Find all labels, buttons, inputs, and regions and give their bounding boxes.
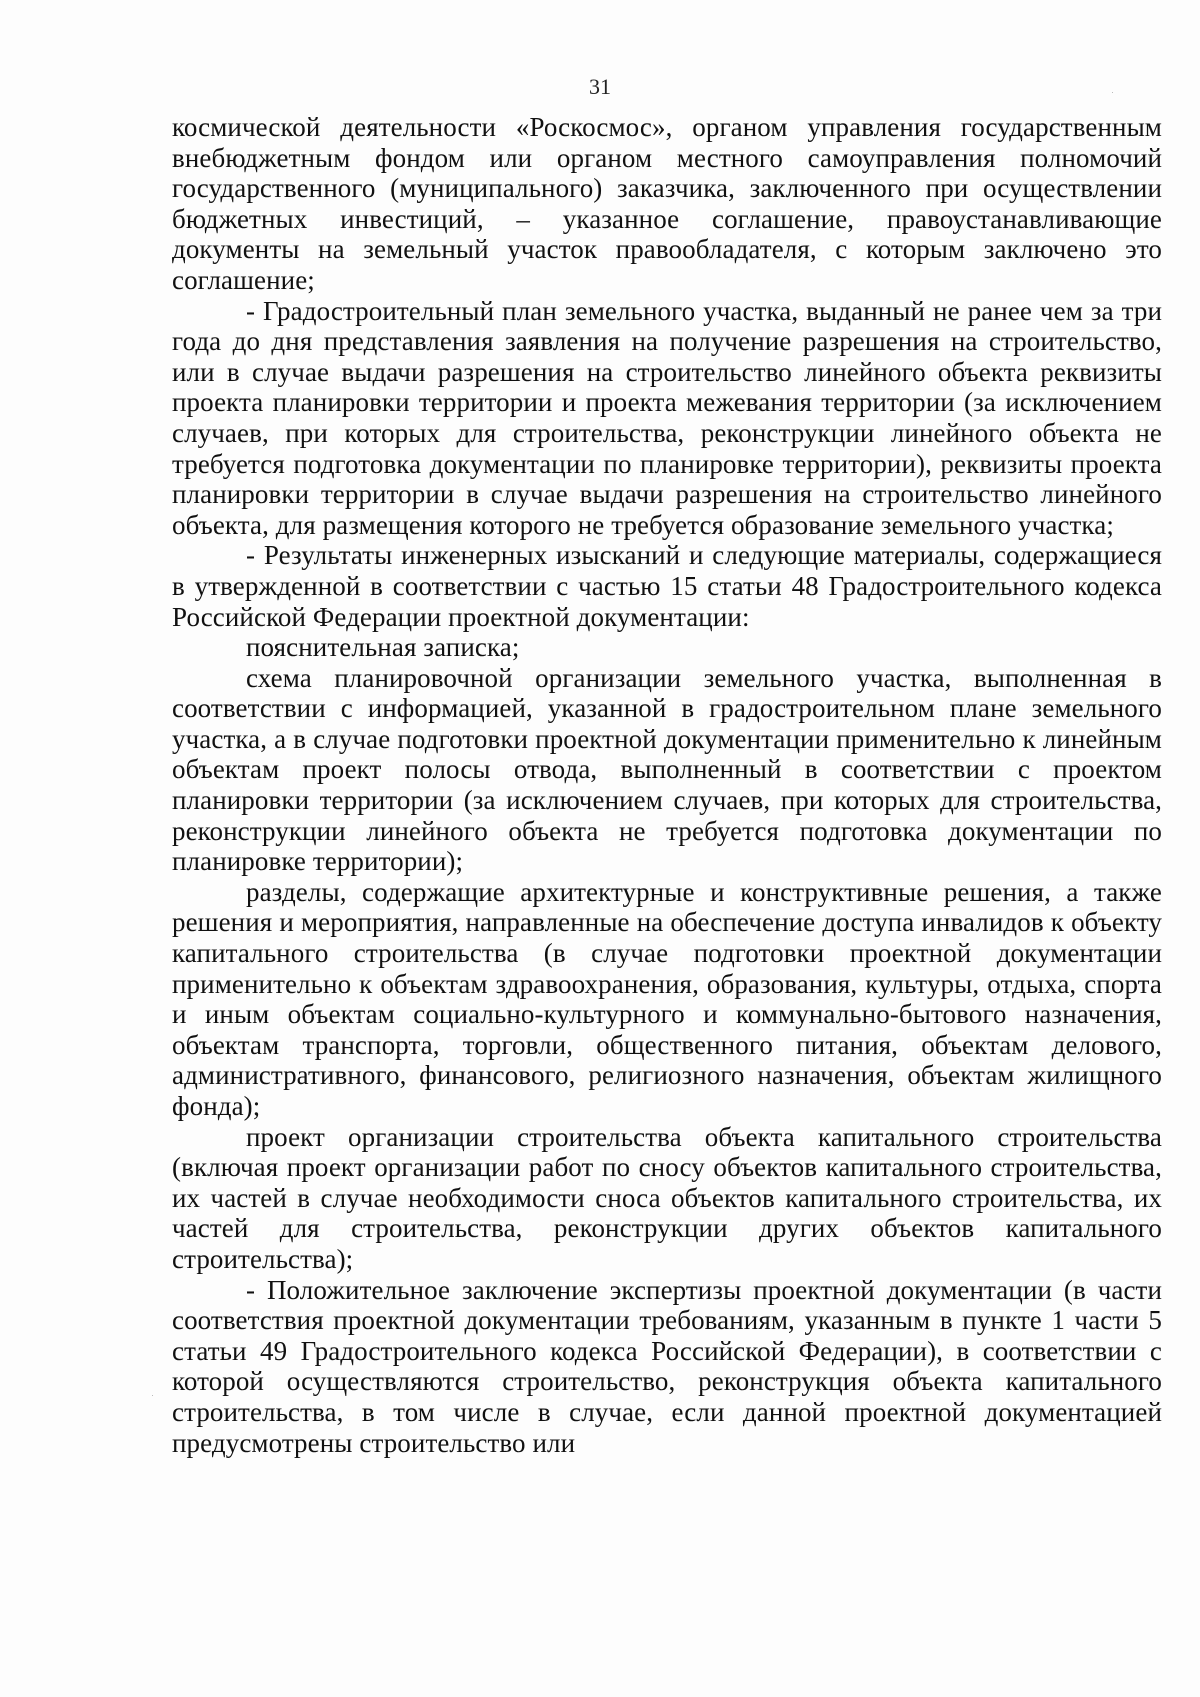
paragraph-2: - Градостроительный план земельного участка, выданный не ранее чем за три года до дня представления заявления на получение разрешения на строительство, или в случае выдачи разрешения на строительство линейного объекта реквизиты проекта планировки территории и проекта межевания территории (за исключением случаев, при которых для строительства, реконструкции линейного объекта не требуется подготовка документации по планировке территории), реквизиты проекта планировки территории в случае выдачи разрешения на строительство линейного объекта, для размещения которого не требуется образование земельного участка; (172, 295, 1162, 540)
paragraph-8: - Положительное заключение экспертизы проектной документации (в части соответствия проектной документации требованиям, указанным в пункте 1 части 5 статьи 49 Градостроительного кодекса Российской Федерации), в соответствии с которой осуществляются строительство, реконструкция объекта капитального строительства, в том числе в случае, если данной проектной документацией предусмотрены строительство или (172, 1274, 1162, 1458)
paragraph-6: разделы, содержащие архитектурные и конструктивные решения, а также решения и мероприятия, направленные на обеспечение доступа инвалидов к объекту капитального строительства (в случае подготовки проектной документации применительно к объектам здравоохранения, образования, культуры, отдыха, спорта и иным объектам социально-культурного и коммунально-бытового назначения, объектам транспорта, торговли, общественного питания, объектам делового, административного, финансового, религиозного назначения, объектам жилищного фонда); (172, 876, 1162, 1121)
document-body (172, 112, 1162, 1458)
paragraph-5: схема планировочной организации земельного участка, выполненная в соответствии с информацией, указанной в градостроительном плане земельного участка, а в случае подготовки проектной документации применительно к линейным объектам проект полосы отвода, выполненный в соответствии с проектом планировки территории (за исключением случаев, при которых для строительства, реконструкции линейного объекта не требуется подготовка документации по планировке территории); (172, 662, 1162, 877)
paragraph-7: проект организации строительства объекта капитального строительства (включая проект организации работ по сносу объектов капитального строительства, их частей в случае необходимости сноса объектов капитального строительства, их частей для строительства, реконструкции других объектов капитального строительства); (172, 1121, 1162, 1274)
paragraph-1: космической деятельности «Роскосмос», органом управления государственным внебюджетным фондом или органом местного самоуправления полномочий государственного (муниципального) заказчика, заключенного при осуществлении бюджетных инвестиций, – указанное соглашение, правоустанавливающие документы на земельный участок правообладателя, с которым заключено это соглашение; (172, 112, 1162, 295)
paragraph-3: - Результаты инженерных изысканий и следующие материалы, содержащиеся в утвержденной в соответствии с частью 15 статьи 48 Градостроительного кодекса Российской Федерации проектной документации: (172, 540, 1162, 632)
scan-artifact (1112, 92, 1113, 93)
scan-artifact (152, 1395, 153, 1396)
paragraph-4: пояснительная записка; (246, 632, 520, 663)
page-number: 31 (589, 74, 611, 99)
